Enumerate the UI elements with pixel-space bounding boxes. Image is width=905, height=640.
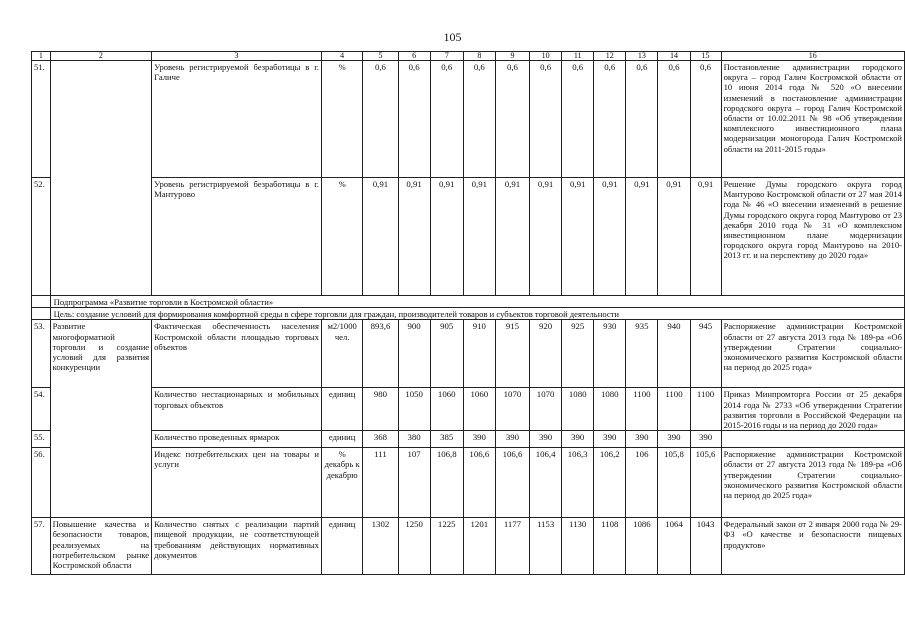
value-cell: 0,91 <box>530 178 562 296</box>
unit: единиц <box>321 431 362 448</box>
column-number: 7 <box>430 52 463 61</box>
indicator-name: Количество снятых с реализации партий пищевой продукции, не соответствующей требованиям действующих нормативных документов <box>152 518 322 575</box>
value-cell: 910 <box>463 320 495 388</box>
unit: единиц <box>321 518 362 575</box>
unit: % <box>321 178 362 296</box>
value-cell: 1108 <box>594 518 626 575</box>
value-cell: 893,6 <box>363 320 398 388</box>
value-cell: 1060 <box>463 388 495 431</box>
value-cell: 390 <box>658 431 690 448</box>
value-cell: 106,3 <box>562 448 594 518</box>
unit: % <box>321 61 362 178</box>
value-cell: 0,6 <box>430 61 463 178</box>
value-cell: 940 <box>658 320 690 388</box>
value-cell: 1060 <box>430 388 463 431</box>
value-cell: 0,6 <box>398 61 430 178</box>
column-number: 5 <box>363 52 398 61</box>
value-cell: 1080 <box>562 388 594 431</box>
value-cell: 1086 <box>626 518 658 575</box>
column-number: 16 <box>721 52 904 61</box>
value-cell: 1043 <box>690 518 721 575</box>
column-number: 9 <box>495 52 529 61</box>
value-cell: 0,91 <box>463 178 495 296</box>
value-cell: 0,6 <box>690 61 721 178</box>
value-cell: 390 <box>495 431 529 448</box>
legal-basis: Решение Думы городского округа город Мантурово Костромской области от 27 мая 2014 года № 46 «О внесении изменений в решение Думы городского округа город Мантурово от 23 декабря 2010 года № 31 «О комплексном инвестиционном плане модернизации городского округа город Мантурово на 2010-2013 гг. и на перспективу до 2020 года» <box>721 178 904 296</box>
table-row <box>32 178 905 296</box>
table-row <box>32 320 905 388</box>
indicator-name: Фактическая обеспеченность населения Костромской области площадью торговых объектов <box>152 320 322 388</box>
table-row <box>32 431 905 448</box>
task-cell-empty <box>50 61 151 296</box>
unit: единиц <box>321 388 362 431</box>
value-cell: 1070 <box>495 388 529 431</box>
row-number-empty <box>32 296 51 308</box>
value-cell: 368 <box>363 431 398 448</box>
value-cell: 0,6 <box>530 61 562 178</box>
value-cell: 0,6 <box>363 61 398 178</box>
column-numbers-row <box>32 52 905 61</box>
table-row <box>32 518 905 575</box>
value-cell: 106,8 <box>430 448 463 518</box>
unit: % декабрь к декабрю <box>321 448 362 518</box>
value-cell: 0,91 <box>658 178 690 296</box>
value-cell: 1302 <box>363 518 398 575</box>
value-cell: 106,4 <box>530 448 562 518</box>
value-cell: 107 <box>398 448 430 518</box>
column-number: 1 <box>32 52 51 61</box>
row-number: 52. <box>32 178 51 296</box>
table-row <box>32 61 905 178</box>
value-cell: 380 <box>398 431 430 448</box>
value-cell: 915 <box>495 320 529 388</box>
indicator-name: Индекс потребительских цен на товары и услуги <box>152 448 322 518</box>
value-cell: 930 <box>594 320 626 388</box>
value-cell: 1130 <box>562 518 594 575</box>
value-cell: 1064 <box>658 518 690 575</box>
goal-text: Цель: создание условий для формирования комфортной среды в сфере торговли для граждан, производителей товаров и субъектов торговой деятельности <box>50 308 904 320</box>
column-number: 8 <box>463 52 495 61</box>
table-row <box>32 448 905 518</box>
value-cell: 0,91 <box>495 178 529 296</box>
value-cell: 111 <box>363 448 398 518</box>
value-cell: 106 <box>626 448 658 518</box>
indicator-name: Количество нестационарных и мобильных торговых объектов <box>152 388 322 431</box>
task-name: Развитие многоформатной торговли и создание условий для развития конкуренции <box>50 320 151 518</box>
indicators-table <box>31 51 905 575</box>
value-cell: 390 <box>690 431 721 448</box>
value-cell: 0,91 <box>562 178 594 296</box>
value-cell: 1153 <box>530 518 562 575</box>
value-cell: 1100 <box>626 388 658 431</box>
value-cell: 390 <box>530 431 562 448</box>
row-number: 56. <box>32 448 51 518</box>
row-number: 54. <box>32 388 51 431</box>
subprogram-title: Подпрограмма «Развитие торговли в Костромской области» <box>50 296 904 308</box>
value-cell: 1050 <box>398 388 430 431</box>
legal-basis: Распоряжение администрации Костромской области от 27 августа 2013 года № 189-ра «Об утверждении Стратегии социально-экономического развития Костромской области на период до 2025 года» <box>721 448 904 518</box>
value-cell: 390 <box>594 431 626 448</box>
value-cell: 980 <box>363 388 398 431</box>
legal-basis: Федеральный закон от 2 января 2000 года № 29-ФЗ «О качестве и безопасности пищевых продуктов» <box>721 518 904 575</box>
value-cell: 0,6 <box>463 61 495 178</box>
column-number: 12 <box>594 52 626 61</box>
value-cell: 0,6 <box>495 61 529 178</box>
indicator-name: Уровень регистрируемой безработицы в г. Мантурово <box>152 178 322 296</box>
value-cell: 0,91 <box>363 178 398 296</box>
value-cell: 920 <box>530 320 562 388</box>
row-number: 53. <box>32 320 51 388</box>
column-number: 14 <box>658 52 690 61</box>
value-cell: 1225 <box>430 518 463 575</box>
value-cell: 905 <box>430 320 463 388</box>
legal-basis: Постановление администрации городского округа – город Галич Костромской области от 10 июня 2014 года № 520 «О внесении изменений в постановление администрации городского округа – город Галич Костромской области от 10.02.2011 № 98 «Об утверждении комплексного инвестиционного плана модернизации моногорода Галич Костромской области на 2011-2015 годы» <box>721 61 904 178</box>
goal-row <box>32 308 905 320</box>
value-cell: 945 <box>690 320 721 388</box>
value-cell: 0,6 <box>658 61 690 178</box>
row-number: 55. <box>32 431 51 448</box>
row-number-empty <box>32 308 51 320</box>
table-row <box>32 388 905 431</box>
value-cell: 106,2 <box>594 448 626 518</box>
unit: м2/1000 чел. <box>321 320 362 388</box>
value-cell: 925 <box>562 320 594 388</box>
value-cell: 105,6 <box>690 448 721 518</box>
value-cell: 390 <box>626 431 658 448</box>
value-cell: 935 <box>626 320 658 388</box>
value-cell: 1070 <box>530 388 562 431</box>
value-cell: 1177 <box>495 518 529 575</box>
value-cell: 1100 <box>690 388 721 431</box>
value-cell: 0,6 <box>594 61 626 178</box>
row-number: 51. <box>32 61 51 178</box>
indicator-name: Количество проведенных ярмарок <box>152 431 322 448</box>
value-cell: 106,6 <box>495 448 529 518</box>
value-cell: 390 <box>463 431 495 448</box>
value-cell: 385 <box>430 431 463 448</box>
page-number: 105 <box>443 30 462 44</box>
value-cell: 0,91 <box>626 178 658 296</box>
column-number: 4 <box>321 52 362 61</box>
legal-basis: Приказ Минпромторга России от 25 декабря 2014 года № 2733 «Об утверждении Стратегии развития торговли в Российской Федерации на 2015-2016 годы и на период до 2020 года» <box>721 388 904 431</box>
column-number: 2 <box>50 52 151 61</box>
value-cell: 0,6 <box>562 61 594 178</box>
value-cell: 0,91 <box>430 178 463 296</box>
value-cell: 105,8 <box>658 448 690 518</box>
column-number: 13 <box>626 52 658 61</box>
value-cell: 106,6 <box>463 448 495 518</box>
value-cell: 900 <box>398 320 430 388</box>
legal-basis: Распоряжение администрации Костромской области от 27 августа 2013 года № 189-ра «Об утверждении Стратегии социально-экономического развития Костромской области на период до 2025 года» <box>721 320 904 388</box>
value-cell: 1080 <box>594 388 626 431</box>
value-cell: 0,6 <box>626 61 658 178</box>
column-number: 11 <box>562 52 594 61</box>
value-cell: 1250 <box>398 518 430 575</box>
row-number: 57. <box>32 518 51 575</box>
value-cell: 1100 <box>658 388 690 431</box>
value-cell: 1201 <box>463 518 495 575</box>
subprogram-row <box>32 296 905 308</box>
column-number: 10 <box>530 52 562 61</box>
indicator-name: Уровень регистрируемой безработицы в г. Галиче <box>152 61 322 178</box>
value-cell: 0,91 <box>690 178 721 296</box>
task-name: Повышение качества и безопасности товаров, реализуемых на потребительском рынке Костромской области <box>50 518 151 575</box>
value-cell: 390 <box>562 431 594 448</box>
column-number: 15 <box>690 52 721 61</box>
value-cell: 0,91 <box>594 178 626 296</box>
column-number: 6 <box>398 52 430 61</box>
legal-basis <box>721 431 904 448</box>
value-cell: 0,91 <box>398 178 430 296</box>
column-number: 3 <box>152 52 322 61</box>
